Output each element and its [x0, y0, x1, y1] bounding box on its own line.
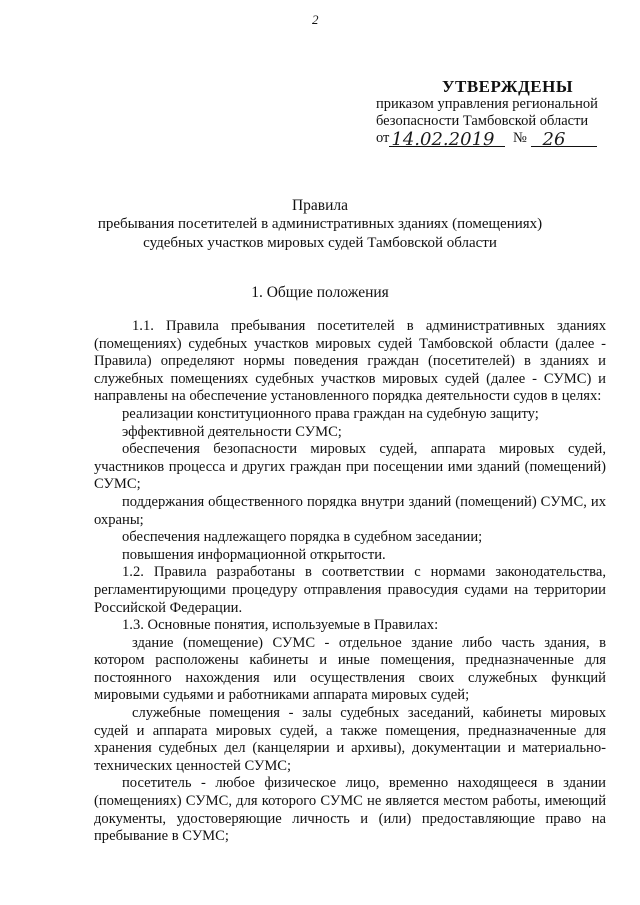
approval-title: УТВЕРЖДЕНЫ	[442, 77, 574, 96]
section-heading: 1. Общие положения	[251, 284, 389, 301]
approval-line-2: безопасности Тамбовской области	[376, 113, 589, 129]
approval-line-1: приказом управления региональной	[376, 96, 598, 112]
list-item: обеспечения надлежащего порядка в судебном заседании;	[122, 529, 483, 546]
number-label: №	[513, 130, 527, 146]
title-line-1: Правила	[291, 197, 349, 214]
document-title	[0, 196, 640, 253]
paragraph-1-2: 1.2. Правила разработаны в соответствии с нормами законодательства, регламентирующими процедуру отправления правосудия судами на территории Российской Федерации.	[94, 564, 606, 616]
approval-date-row	[376, 129, 598, 150]
paragraph-1-3: 1.3. Основные понятия, используемые в Правилах:	[122, 617, 439, 634]
number-field	[531, 129, 597, 150]
from-label: от	[376, 130, 390, 146]
definition-item: здание (помещение) СУМС - отдельное здание либо часть здания, в котором расположены кабинеты и иные помещения, предназначенные для постоянного нахождения или осуществления своих служебных функций мировыми судьями и работниками аппарата мировых судей;	[94, 634, 606, 704]
list-item: обеспечения безопасности мировых судей, аппарата мировых судей, участников процесса и других граждан при посещении ими зданий (помещений) СУМС;	[94, 441, 606, 493]
list-item: реализации конституционного права граждан на судебную защиту;	[122, 405, 539, 422]
title-line-2: пребывания посетителей в административных зданиях (помещениях)	[97, 216, 543, 232]
paragraph-1-1: 1.1. Правила пребывания посетителей в административных зданиях (помещениях) судебных участков мировых судей Тамбовской области (далее - Правила) определяют нормы поведения граждан (посетителей) в зданиях и служебных помещениях судебных участков мировых судей (далее - СУМС) и направлены на обеспечение установленного порядка деятельности судов в целях:	[94, 318, 606, 405]
handwritten-date: 14.02.2019	[391, 129, 495, 150]
date-field	[389, 129, 505, 150]
definition-item: посетитель - любое физическое лицо, временно находящееся в здании (помещениях) СУМС, для которого СУМС не является местом работы, имеющий документы, удостоверяющие личность и (или) предоставляющие право на пребывание в СУМС;	[94, 775, 606, 845]
approval-block	[376, 77, 598, 150]
page-marker: 2	[312, 12, 319, 27]
list-item: эффективной деятельности СУМС;	[122, 423, 342, 440]
list-item: поддержания общественного порядка внутри зданий (помещений) СУМС, их охраны;	[94, 493, 606, 528]
definition-item: служебные помещения - залы судебных заседаний, кабинеты мировых судей и аппарата мировых судей, а также помещения, предназначенные для хранения судебных дел (канцелярии и архивы), документации и материально-технических ценностей СУМС;	[94, 705, 606, 774]
title-line-3: судебных участков мировых судей Тамбовской области	[143, 235, 497, 251]
handwritten-number: 26	[542, 129, 566, 150]
document-body	[94, 318, 606, 846]
list-item: повышения информационной открытости.	[122, 546, 386, 563]
